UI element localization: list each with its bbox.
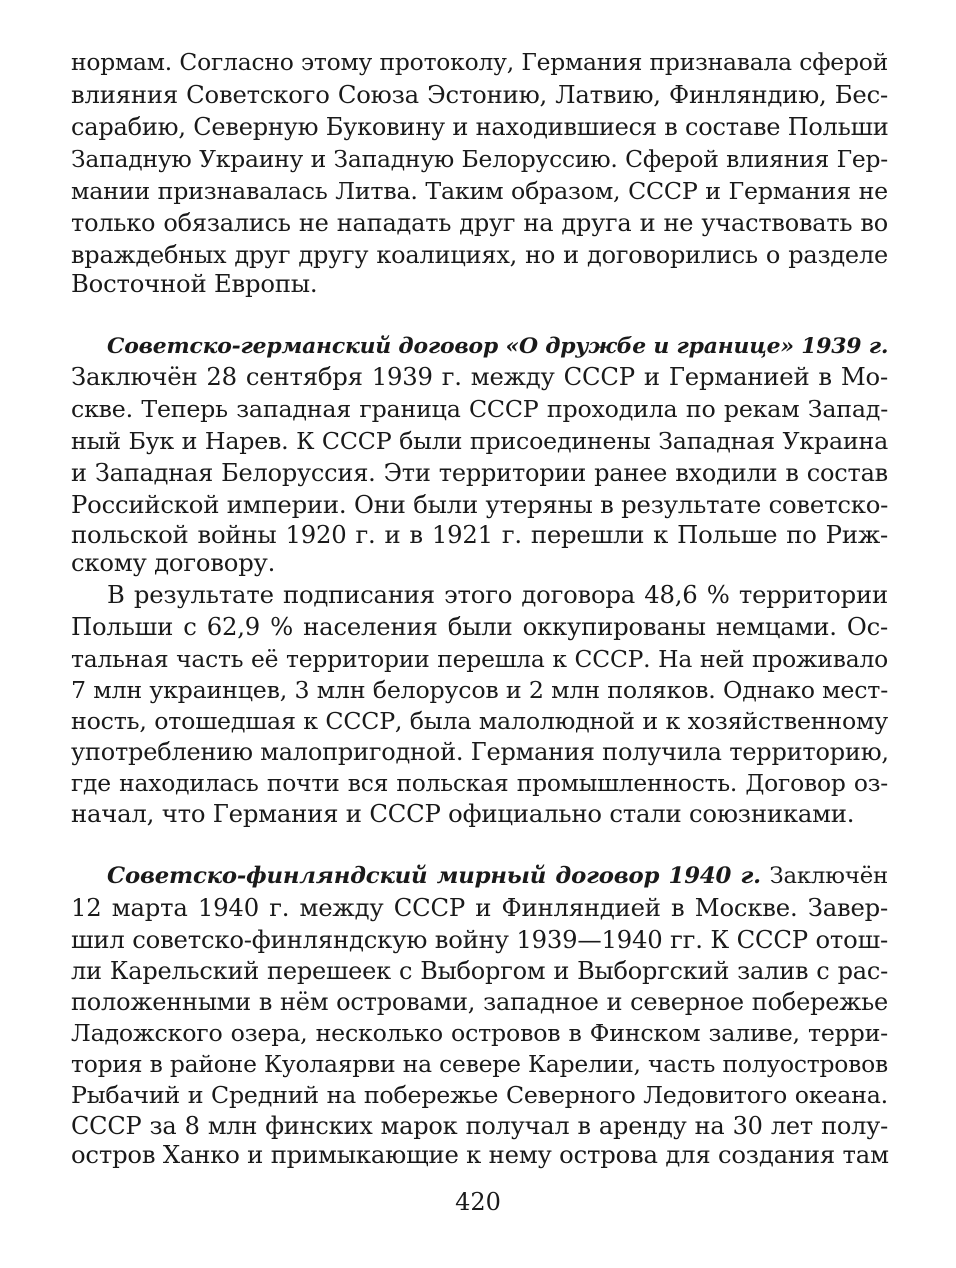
text-line: влияния Советского Союза Эстонию, Латвию, Финляндию, Бес- [71,80,888,109]
section-heading: Советско-германский договор «О дружбе и границе» 1939 г. [107,333,889,359]
text-line: шил советско-финляндскую войну 1939—1940 гг. К СССР отош- [71,925,888,954]
text-line: Заключён 28 сентября 1939 г. между СССР и Германией в Мо- [71,362,888,391]
text-line: 7 млн украинцев, 3 млн белорусов и 2 млн поляков. Однако мест- [71,676,888,704]
text-line: ный Бук и Нарев. К СССР были присоединены Западная Украина [71,427,888,455]
text-line: ли Карельский перешеек с Выборгом и Выборгский залив с рас- [71,957,888,985]
text-line: ность, отошедшая к СССР, была малолюдной и к хозяйственному [71,707,888,735]
text-line: сарабию, Северную Буковину и находившиеся в составе Польши [71,113,889,141]
text-line: Восточной Европы. [71,269,318,298]
text-line: только обязались не нападать друг на друга и не участвовать во [71,209,888,237]
text-line: Польши с 62,9 % населения были оккупированы немцами. Ос- [71,612,888,641]
text-line: и Западная Белоруссия. Эти территории ранее входили в состав [71,459,888,487]
text-line: Рыбачий и Средний на побережье Северного Ледовитого океана. [71,1081,888,1109]
text-line: положенными в нём островами, западное и северное побережье [71,988,888,1016]
page-number: 420 [455,1188,501,1216]
text-line: польской войны 1920 г. и в 1921 г. перешли к Польше по Риж- [71,520,888,549]
text-line: употреблению малопригодной. Германия получила территорию, [71,738,889,766]
text-line: 12 марта 1940 г. между СССР и Финляндией в Москве. Завер- [71,893,888,922]
text-line: мании признавалась Литва. Таким образом, СССР и Германия не [71,177,888,205]
text-line: где находилась почти вся польская промышленность. Договор оз- [71,769,888,797]
section-heading-line [107,861,888,891]
text-line: Российской империи. Они были утеряны в результате советско- [71,490,889,519]
section-heading: Советско-финляндский мирный договор 1940 г. [107,863,761,889]
text-line: нормам. Согласно этому протоколу, Германия признавала сферой [71,48,888,76]
text-line: В результате подписания этого договора 48,6 % территории [107,580,888,609]
heading-continuation: Заключён [760,863,888,889]
text-line: Ладожского озера, несколько островов в Финском заливе, терри- [71,1019,888,1047]
text-line: СССР за 8 млн финских марок получал в аренду на 30 лет полу- [71,1112,888,1140]
text-line: начал, что Германия и СССР официально стали союзниками. [71,799,855,828]
text-line: враждебных друг другу коалициях, но и договорились о разделе [71,241,888,269]
text-line: тория в районе Куолаярви на севере Карелии, часть полуостровов [71,1050,888,1078]
text-line: Западную Украину и Западную Белоруссию. Сферой влияния Гер- [71,145,888,173]
text-line: остров Ханко и примыкающие к нему острова для создания там [71,1140,889,1169]
text-line: скве. Теперь западная граница СССР проходила по рекам Запад- [71,395,888,423]
text-line: скому договору. [71,548,276,577]
text-line: тальная часть её территории перешла к СССР. На ней проживало [71,645,888,673]
